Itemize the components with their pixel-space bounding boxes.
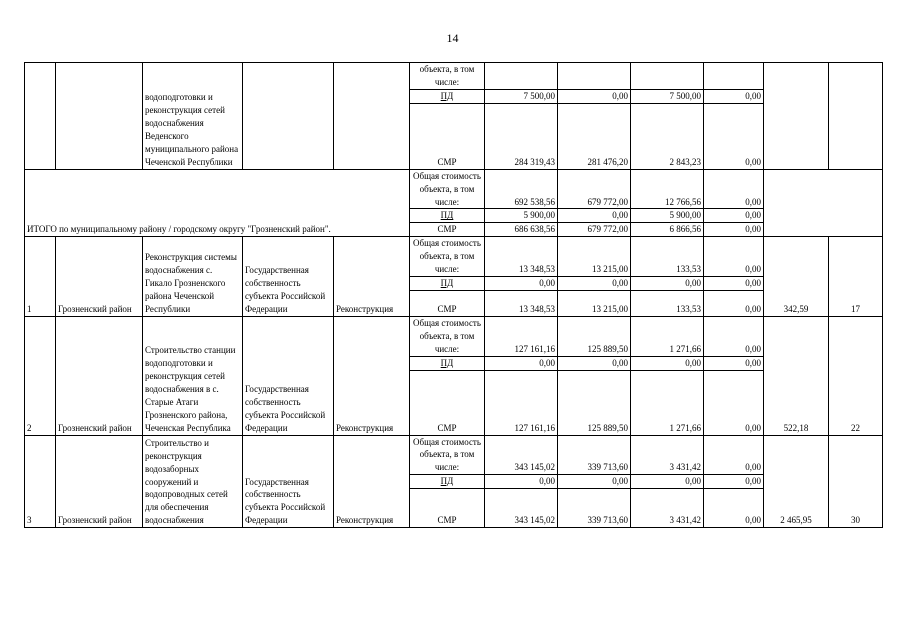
work-type-cell: Реконструкция [334,435,410,528]
smr-label: СМР [410,370,485,435]
smr-label: СМР [410,103,485,169]
smr-total: 343 145,02 [485,489,558,528]
pd-label: ПД [410,209,485,223]
smr-federal: 281 476,20 [558,103,631,169]
smr-federal: 13 215,00 [558,290,631,316]
capacity-cell: 342,59 [764,237,829,317]
persons-cell: 30 [829,435,883,528]
smr-municipal: 0,00 [704,489,764,528]
page-number: 14 [446,31,459,45]
pd-total: 0,00 [485,475,558,489]
smr-label: СМР [410,290,485,316]
pd-municipal: 0,00 [704,276,764,290]
pd-regional: 7 500,00 [631,89,704,103]
cost-label-cell: Общая стоимость объекта, в том числе: [410,316,485,356]
smr-federal: 679 772,00 [558,223,631,237]
cost-federal: 679 772,00 [558,169,631,209]
pd-regional: 0,00 [631,475,704,489]
cost-total: 13 348,53 [485,237,558,277]
cost-label-cell: Общая стоимость объекта, в том числе: [410,435,485,475]
district-cell [56,63,143,170]
persons-cell: 17 [829,237,883,317]
smr-regional: 6 866,56 [631,223,704,237]
pd-label: ПД [410,276,485,290]
smr-regional: 3 431,42 [631,489,704,528]
row-number-cell: 2 [25,316,56,435]
capacity-cell: 2 465,95 [764,435,829,528]
pd-municipal: 0,00 [704,209,764,223]
cost-regional: 133,53 [631,237,704,277]
smr-total: 686 638,56 [485,223,558,237]
cost-regional: 12 766,56 [631,169,704,209]
cost-total: 343 145,02 [485,435,558,475]
smr-regional: 2 843,23 [631,103,704,169]
district-cell: Грозненский район [56,316,143,435]
smr-municipal: 0,00 [704,223,764,237]
object-name-cell: Реконструкция системы водоснабжения с. Гикало Грозненского района Чеченской Республики [143,237,243,317]
cost-total: 692 538,56 [485,169,558,209]
work-type-cell: Реконструкция [334,237,410,317]
object-name-cell: Строительство и реконструкция водозаборных сооружений и водопроводных сетей для обеспечения водоснабжения [143,435,243,528]
pd-municipal: 0,00 [704,356,764,370]
smr-total: 284 319,43 [485,103,558,169]
pd-total: 5 900,00 [485,209,558,223]
smr-federal: 339 713,60 [558,489,631,528]
ownership-cell: Государственная собственность субъекта Российской Федерации [243,435,334,528]
persons-cell: 22 [829,316,883,435]
cost-municipal: 0,00 [704,435,764,475]
capacity-cell [764,63,829,170]
row-number-cell: 3 [25,435,56,528]
table-row [25,316,883,356]
cost-federal: 125 889,50 [558,316,631,356]
pd-federal: 0,00 [558,209,631,223]
work-type-cell: Реконструкция [334,316,410,435]
pd-federal: 0,00 [558,276,631,290]
smr-label: СМР [410,489,485,528]
cost-total: 127 161,16 [485,316,558,356]
total-label: ИТОГО по муниципальному району / городскому округу "Грозненский район". [25,169,410,237]
pd-label: ПД [410,89,485,103]
object-name-cell: водоподготовки и реконструкция сетей водоснабжения Веденского муниципального района Чеченской Республики [143,63,243,170]
smr-total: 13 348,53 [485,290,558,316]
smr-regional: 133,53 [631,290,704,316]
smr-municipal: 0,00 [704,370,764,435]
ownership-cell: Государственная собственность субъекта Российской Федерации [243,316,334,435]
cost-municipal: 0,00 [704,237,764,277]
cost-regional: 3 431,42 [631,435,704,475]
pd-regional: 5 900,00 [631,209,704,223]
pd-label: ПД [410,356,485,370]
pd-federal: 0,00 [558,89,631,103]
cost-federal: 13 215,00 [558,237,631,277]
table-row [25,435,883,475]
object-name-cell: Строительство станции водоподготовки и реконструкция сетей водоснабжения в с. Старые Атаги Грозненского района, Чеченская Республика [143,316,243,435]
persons-cell [829,63,883,170]
ownership-cell: Государственная собственность субъекта Российской Федерации [243,237,334,317]
pd-federal: 0,00 [558,356,631,370]
pd-label: ПД [410,475,485,489]
pd-total: 7 500,00 [485,89,558,103]
table-row [25,237,883,277]
pd-federal: 0,00 [558,475,631,489]
row-number-cell: 1 [25,237,56,317]
smr-federal: 125 889,50 [558,370,631,435]
capacity-cell: 522,18 [764,316,829,435]
work-type-cell [334,63,410,170]
investment-table [24,62,883,528]
pd-total: 0,00 [485,356,558,370]
pd-municipal: 0,00 [704,89,764,103]
smr-label: СМР [410,223,485,237]
smr-municipal: 0,00 [704,103,764,169]
district-cell: Грозненский район [56,237,143,317]
table-row-continuation [25,63,883,90]
smr-total: 127 161,16 [485,370,558,435]
row-number-cell [25,63,56,170]
ownership-cell [243,63,334,170]
cost-label-cell: Общая стоимость объекта, в том числе: [410,237,485,277]
cost-regional: 1 271,66 [631,316,704,356]
pd-regional: 0,00 [631,356,704,370]
smr-municipal: 0,00 [704,290,764,316]
cost-label-cell: Общая стоимость объекта, в том числе: [410,169,485,209]
cost-municipal: 0,00 [704,316,764,356]
table-row-total [25,169,883,209]
cost-municipal: 0,00 [704,169,764,209]
district-cell: Грозненский район [56,435,143,528]
pd-regional: 0,00 [631,276,704,290]
cost-federal: 339 713,60 [558,435,631,475]
pd-municipal: 0,00 [704,475,764,489]
cost-label-cell: объекта, в том числе: [410,63,485,90]
smr-regional: 1 271,66 [631,370,704,435]
pd-total: 0,00 [485,276,558,290]
